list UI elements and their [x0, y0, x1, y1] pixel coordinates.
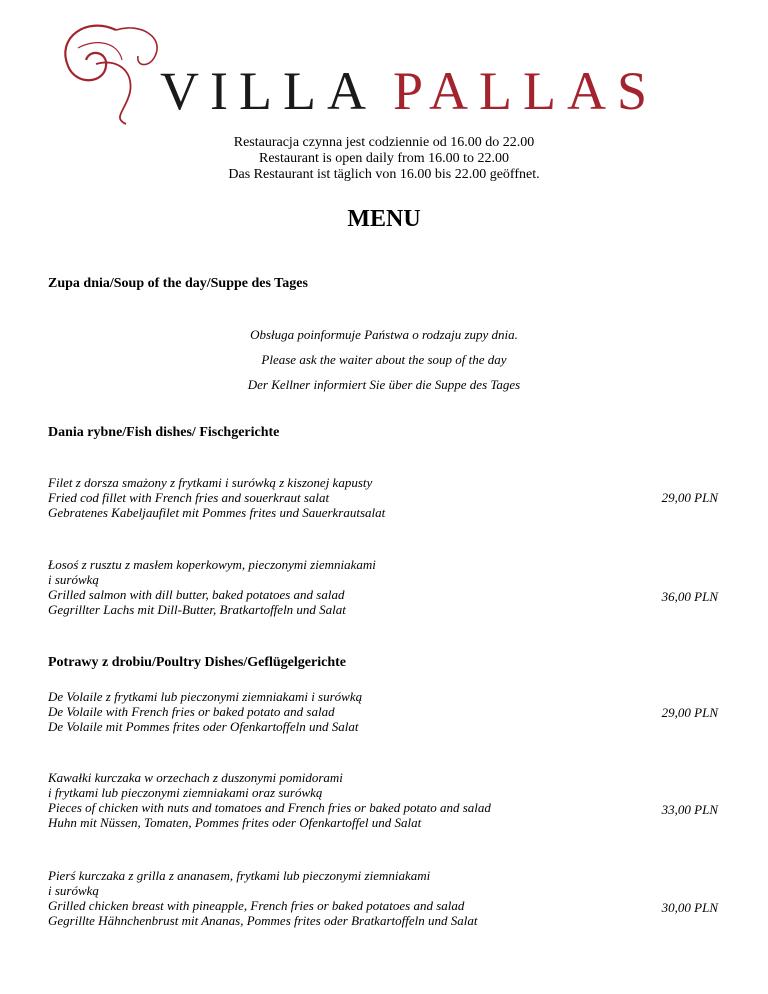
dish-line: Filet z dorsza smażony z frytkami i surówką z kiszonej kapusty — [48, 475, 373, 490]
dish-line: Pierś kurczaka z grilla z ananasem, frytkami lub pieczonymi ziemniakami — [48, 868, 431, 883]
dish-line: Fried cod fillet with French fries and souerkraut salat — [48, 490, 330, 505]
dish-line: Grilled chicken breast with pineapple, French fries or baked potatoes and salad — [48, 898, 465, 913]
menu-item — [48, 770, 728, 830]
dish-line: De Volaile z frytkami lub pieczonymi ziemniakami i surówką — [48, 689, 363, 704]
dish-line: Łosoś z rusztu z masłem koperkowym, pieczonymi ziemniakami — [48, 557, 376, 572]
dish-line: i surówką — [48, 572, 99, 587]
dish-line: i surówką — [48, 883, 99, 898]
soup-note — [0, 322, 768, 397]
section-heading-soup: Zupa dnia/Soup of the day/Suppe des Tages — [48, 276, 308, 291]
swirl-logo-icon — [56, 18, 176, 128]
soup-note-en: Please ask the waiter about the soup of the day — [261, 352, 507, 367]
dish-line: Pieces of chicken with nuts and tomatoes and French fries or baked potato and salad — [48, 800, 491, 815]
dish-line: Huhn mit Nüssen, Tomaten, Pommes frites oder Ofenkartoffel und Salat — [48, 815, 422, 830]
dish-price: 30,00 PLN — [661, 900, 718, 915]
section-heading-poultry: Potrawy z drobiu/Poultry Dishes/Geflügelgerichte — [48, 655, 346, 670]
section-heading-fish: Dania rybne/Fish dishes/ Fischgerichte — [48, 425, 280, 440]
dish-price: 33,00 PLN — [661, 802, 718, 817]
dish-price: 36,00 PLN — [661, 589, 718, 604]
soup-note-de: Der Kellner informiert Sie über die Suppe des Tages — [247, 377, 521, 392]
brand-name-pallas: PALLAS — [392, 61, 659, 121]
menu-title: MENU — [347, 206, 421, 232]
dish-line: Grilled salmon with dill butter, baked potatoes and salad — [48, 587, 345, 602]
dish-line: i frytkami lub pieczonymi ziemniakami oraz surówką — [48, 785, 323, 800]
dish-line: De Volaile with French fries or baked potato and salad — [48, 704, 335, 719]
brand-name-villa: VILLA — [160, 61, 377, 121]
opening-hours — [0, 135, 768, 183]
dish-price: 29,00 PLN — [661, 705, 718, 720]
soup-note-pl: Obsługa poinformuje Państwa o rodzaju zupy dnia. — [250, 327, 518, 342]
menu-item — [48, 475, 728, 520]
opening-hours-de: Das Restaurant ist täglich von 16.00 bis 22.00 geöffnet. — [228, 167, 540, 182]
opening-hours-en: Restaurant is open daily from 16.00 to 22.00 — [258, 151, 510, 166]
dish-line: De Volaile mit Pommes frites oder Ofenkartoffeln und Salat — [48, 719, 359, 734]
dish-line: Gegrillter Lachs mit Dill-Butter, Bratkartoffeln und Salat — [48, 602, 346, 617]
menu-item — [48, 557, 728, 617]
villa-pallas-logo — [56, 18, 676, 128]
dish-price: 29,00 PLN — [661, 490, 718, 505]
dish-line: Gegrillte Hähnchenbrust mit Ananas, Pommes frites oder Bratkartoffeln und Salat — [48, 913, 478, 928]
dish-line: Gebratenes Kabeljaufilet mit Pommes frites und Sauerkrautsalat — [48, 505, 386, 520]
opening-hours-pl: Restauracja czynna jest codziennie od 16.00 do 22.00 — [233, 135, 535, 150]
menu-item — [48, 868, 728, 928]
dish-line: Kawałki kurczaka w orzechach z duszonymi pomidorami — [48, 770, 343, 785]
menu-item — [48, 689, 728, 734]
